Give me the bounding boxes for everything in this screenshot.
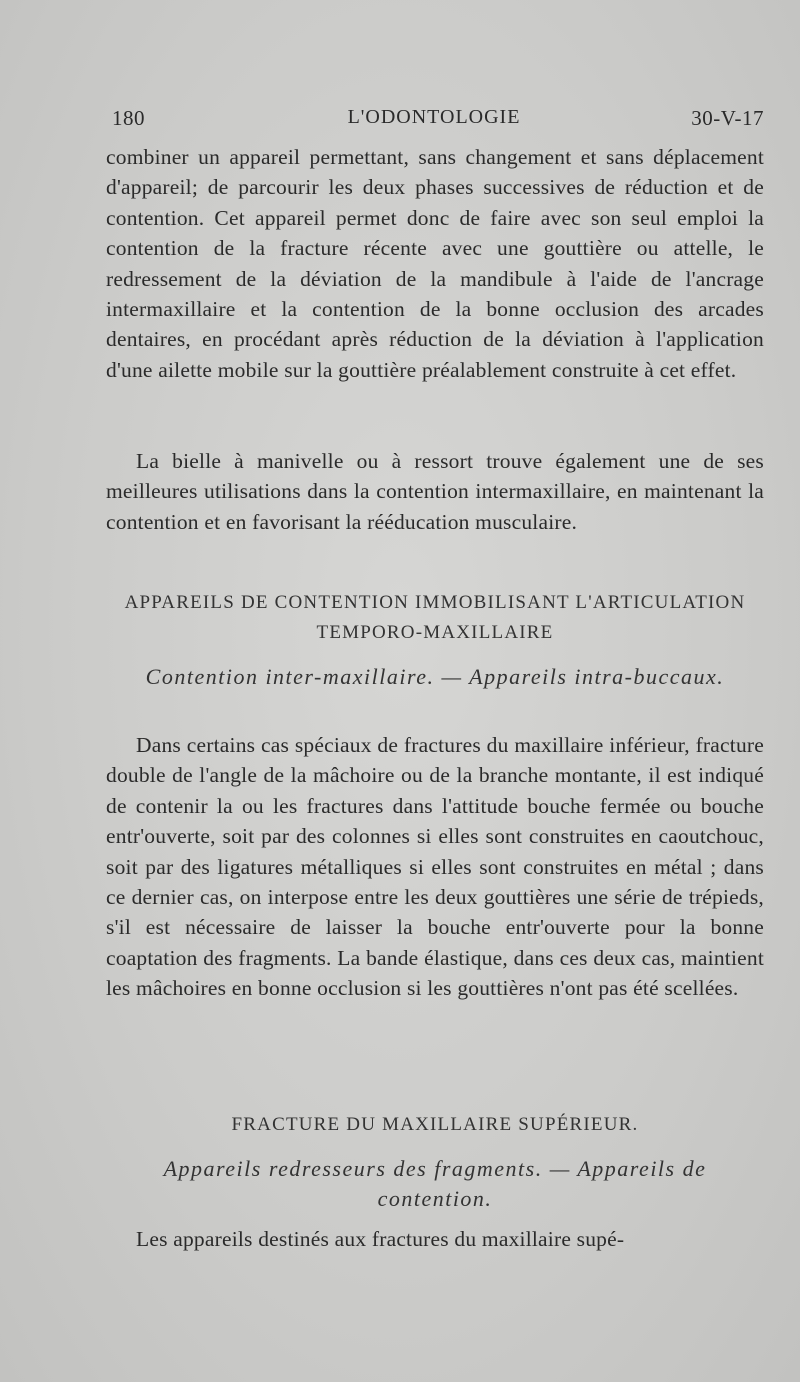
paragraph-1: combiner un appareil permettant, sans changement et sans déplacement d'appareil; de parcourir les deux phases successives de réduction et de contention. Cet appareil permet donc de faire avec son seul emploi la contention de la fracture récente avec une gouttière ou attelle, le redressement de la déviation de la mandibule à l'aide de l'ancrage intermaxillaire et la contention de la bonne occlusion des arcades dentaires, en procédant après réduction de la déviation à l'application d'une ailette mobile sur la gouttière préalablement construite à cet effet. xyxy=(106,145,764,382)
issue-date: 30-V-17 xyxy=(691,106,764,130)
paragraph-2: La bielle à manivelle ou à ressort trouve également une de ses meilleures utilisations dans la contention intermaxillaire, en maintenant la contention et en favorisant la rééducation musculaire. xyxy=(106,449,764,534)
subheading-inter-maxillaire: Contention inter-maxillaire. — Appareils intra-buccaux. xyxy=(145,664,725,689)
section-heading-contention: APPAREILS DE CONTENTION IMMOBILISANT L'ARTICULATION TEMPORO-MAXILLAIRE xyxy=(124,592,746,643)
running-header xyxy=(104,106,764,142)
paragraph-4: Les appareils destinés aux fractures du maxillaire supé- xyxy=(136,1227,625,1251)
section-heading-fracture: FRACTURE DU MAXILLAIRE SUPÉRIEUR. xyxy=(231,1114,639,1135)
paragraph-3: Dans certains cas spéciaux de fractures du maxillaire inférieur, fracture double de l'angle de la mâchoire ou de la branche montante, il est indiqué de contenir la ou les fractures dans l'attitude bouche fermée ou bouche entr'ouverte, soit par des colonnes si elles sont construites en caoutchouc, soit par des ligatures métalliques si elles sont construites en métal ; dans ce dernier cas, on interpose entre les deux gouttières une série de trépieds, s'il est nécessaire de laisser la bouche entr'ouverte pour la bonne coaptation des fragments. La bande élastique, dans ces deux cas, maintient les mâchoires en bonne occlusion si les gouttières n'ont pas été scellées. xyxy=(106,733,764,1001)
journal-title: L'ODONTOLOGIE xyxy=(347,106,521,128)
page-number: 180 xyxy=(112,106,145,130)
subheading-redresseurs: Appareils redresseurs des fragments. — Appareils de contention. xyxy=(163,1156,707,1211)
